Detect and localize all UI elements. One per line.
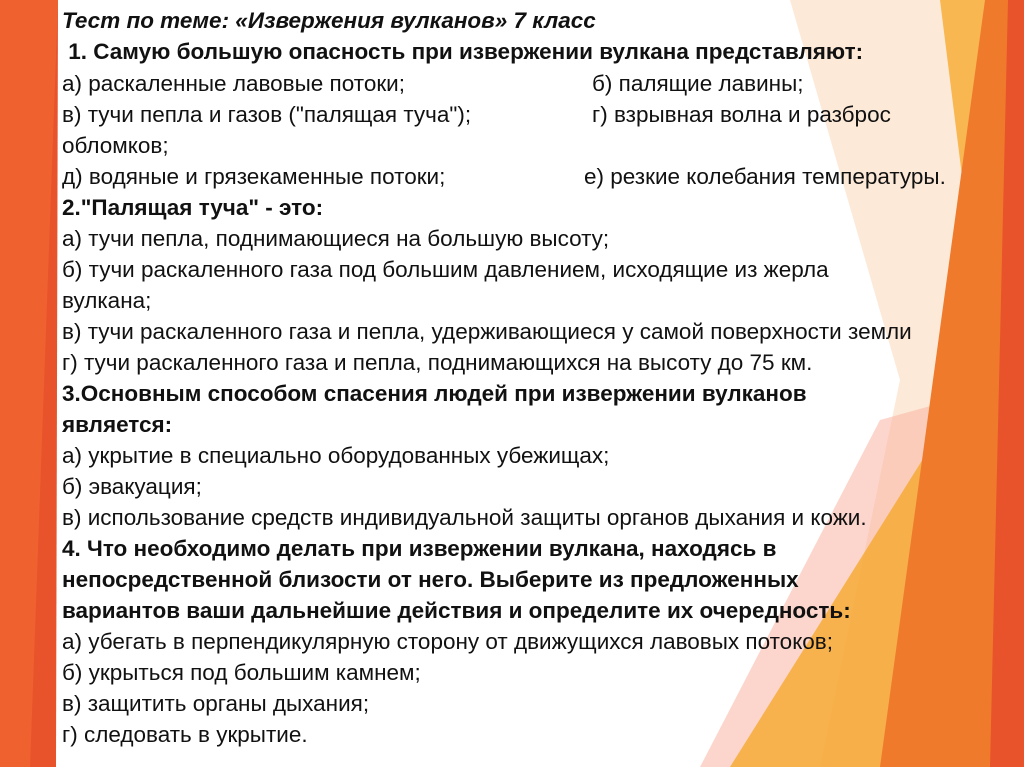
q1-option-row-1 (62, 69, 962, 99)
question-4: 4. Что необходимо делать при извержении вулкана, находясь в (62, 536, 777, 561)
question-3: 3.Основным способом спасения людей при извержении вулканов (62, 381, 807, 406)
q3-option-a: а) укрытие в специально оборудованных убежищах; (62, 443, 610, 468)
q2-option-b: б) тучи раскаленного газа под большим давлением, исходящие из жерла (62, 257, 829, 282)
q3-option-v: в) использование средств индивидуальной защиты органов дыхания и кожи. (62, 505, 867, 530)
question-3-continued: является: (62, 412, 173, 437)
q1-option-b: б) палящие лавины; (592, 71, 804, 96)
q1-option-row-3 (62, 162, 962, 192)
question-4-line-3: вариантов ваши дальнейшие действия и определите их очередность: (62, 598, 851, 623)
q4-option-a: а) убегать в перпендикулярную сторону от движущихся лавовых потоков; (62, 629, 834, 654)
q2-option-v: в) тучи раскаленного газа и пепла, удерживающиеся у самой поверхности земли (62, 319, 912, 344)
question-4-line-2: непосредственной близости от него. Выберите из предложенных (62, 567, 799, 592)
q2-option-g: г) тучи раскаленного газа и пепла, поднимающихся на высоту до 75 км. (62, 350, 813, 375)
q1-option-g-continued: обломков; (62, 133, 169, 158)
q4-option-g: г) следовать в укрытие. (62, 722, 308, 747)
question-2: 2."Палящая туча" - это: (62, 195, 324, 220)
slide-title: Тест по теме: «Извержения вулканов» 7 класс (62, 8, 596, 33)
question-1: 1. Самую большую опасность при извержении вулкана представляют: (62, 39, 864, 64)
q1-option-d: д) водяные и грязекаменные потоки; (62, 164, 446, 189)
test-text-block (62, 6, 1024, 767)
q4-option-b: б) укрыться под большим камнем; (62, 660, 421, 685)
q4-option-v: в) защитить органы дыхания; (62, 691, 370, 716)
q3-option-b: б) эвакуация; (62, 474, 202, 499)
q2-option-b-continued: вулкана; (62, 288, 152, 313)
q1-option-v: в) тучи пепла и газов ("палящая туча"); (62, 102, 472, 127)
q1-option-a: а) раскаленные лавовые потоки; (62, 71, 405, 96)
q1-option-e: е) резкие колебания температуры. (584, 164, 946, 189)
q1-option-row-2 (62, 100, 962, 130)
q2-option-a: а) тучи пепла, поднимающиеся на большую высоту; (62, 226, 610, 251)
q1-option-g: г) взрывная волна и разброс (592, 102, 891, 127)
